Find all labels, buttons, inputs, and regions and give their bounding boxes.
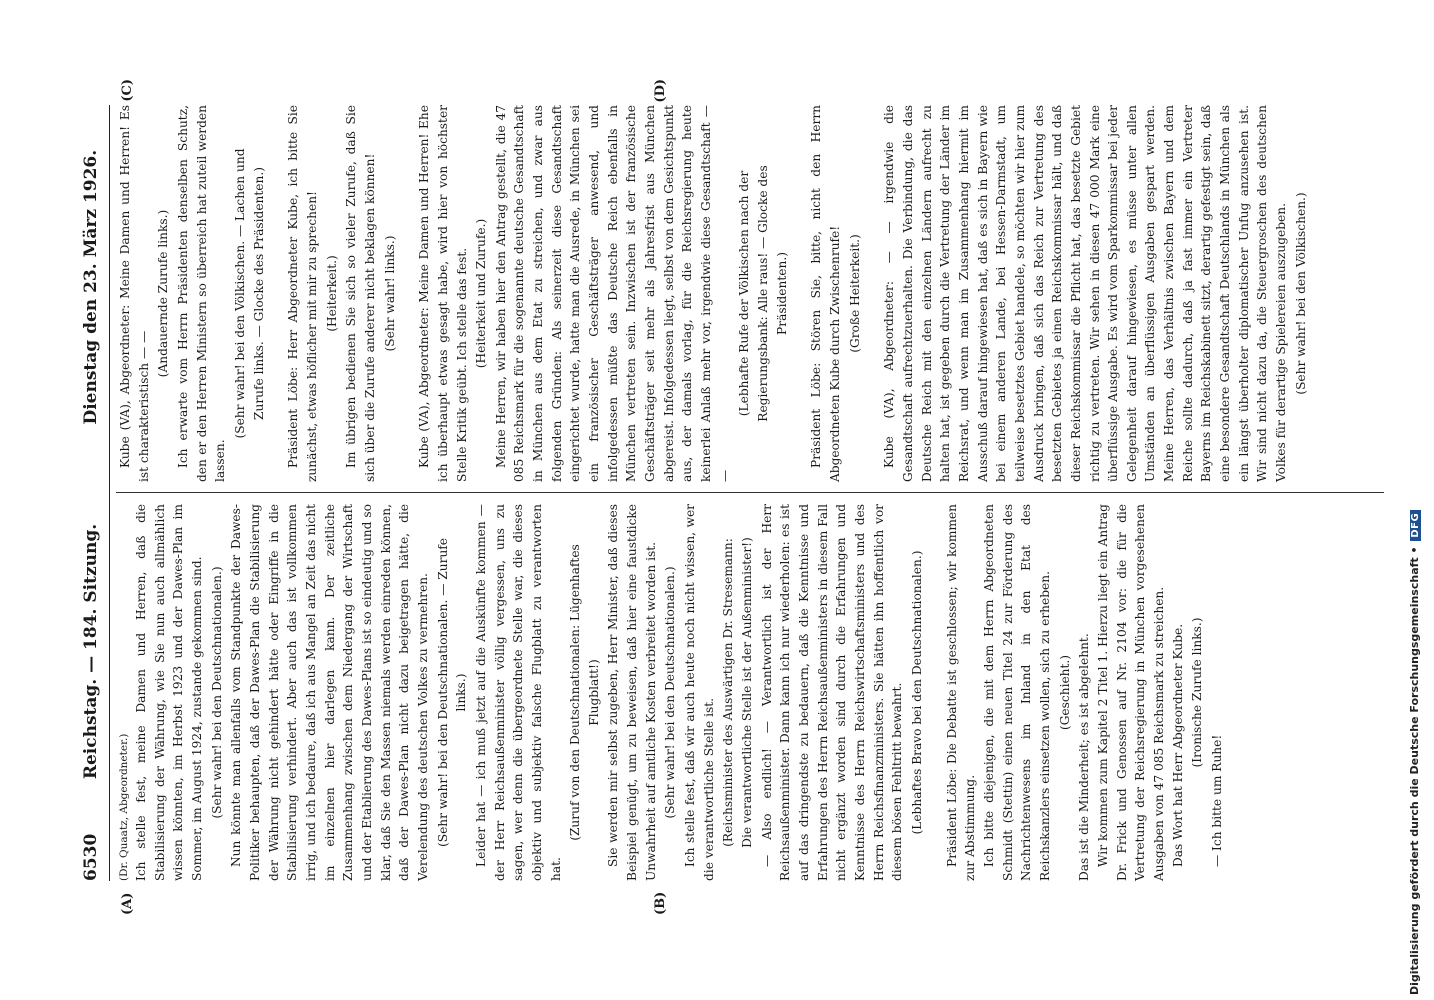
header-rule [109,105,110,881]
interjection: (Andauernde Zurufe links.) [156,209,171,378]
paragraph: Das Wort hat Herr Abgeordneter Kube. [1170,623,1185,867]
header-date: Dienstag den 23. März 1926. [81,149,101,425]
interjection: (Sehr wahr! bei den Deutschnationalen.) [663,566,678,819]
interjection: (Lebhafte Rufe der Völkischen nach der Regierungsbank: Alle raus! — Glocke des Präsidenten.) [737,165,789,422]
paragraph: Ich stelle fest, meine Damen und Herren, daß die Stabilisierung der Währung, wie Sie nun auch allmählich wissen könnten, im Herbst 1923 und der Dawes-Plan im Sommer, im August 1924, zustande gekommen sind. [134,504,205,881]
paragraph: Meine Herren, wir haben hier den Antrag gestellt, die 47 085 Reichsmark für die sogenannte deutsche Gesandtschaft in München aus dem Etat zu streichen, und zwar aus folgenden Gründen: Als seinerzeit diese Gesandtschaft eingerichtet wurde, hatte man die Ausrede, in München sei ein französischer Geschäftsträger anwesend, und infolgedessen müßte das Deutsche Reich ebenfalls in München vertreten sein. Inzwischen ist der französische Geschäftsträger seit mehr als Jahresfrist aus München abgereist. Infolgedessen liegt, selbst von dem Gesichtspunkt aus, der damals vorlag, für die Reichsregierung heute keinerlei Anlaß mehr vor, irgendwie diese Gesandtschaft — — [493,105,732,482]
paragraph: Nun könnte man allenfalls vom Standpunkte der Dawes-Politiker behaupten, daß der Dawes-Plan die Stabilisierung der Währung nicht gehindert hätte oder Eingriffe in die Stabilisierung verhindert. Aber auch das ist vollkommen irrig, und ich bedaure, daß ich aus Mangel an Zeit das nicht im einzelnen hier darlegen kann. Der zeitliche Zusammenhang zwischen dem Niedergang der Wirtschaft und der Etablierung des Dawes-Plans ist so eindeutig und so klar, daß Sie den Massen niemals werden einreden können, daß der Dawes-Plan nicht dazu beigetragen hätte, die Verelendung des deutschen Volkes zu vermehren. [229,504,430,881]
page-header [81,105,107,881]
interjection: (Reichsminister des Auswärtigen Dr. Stresemann: Die verantwortliche Stelle ist der Außenminister!) [721,537,755,848]
margin-mark-a: (A) [120,892,135,915]
margin-mark-c: (C) [120,79,135,102]
interjection: (Heiterkeit.) [324,255,339,332]
paragraph: Sie werden mir selbst zugeben, Herr Minister, daß dieses Beispiel genügt, um zu beweisen, daß hier eine faustdicke Unwahrheit auf amtliche Kosten verbreitet worden ist. [606,504,658,881]
paragraph: Präsident Löbe: Stören Sie, bitte, nicht den Herrn Abgeordneten Kube durch Zwischenrufe! [809,105,842,482]
header-session: Reichstag. — 184. Sitzung. [81,523,101,780]
paragraph: Kube (VA), Abgeordneter: — — irgendwie die Gesandtschaft aufrechtzuerhalten. Die Verbindung, die das Deutsche Reich mit den einzelnen Ländern aufrecht zu halten hat, ist gegeben durch die Vertretung der Länder im Reichsrat, und wenn man im Zusammenhang hiermit im Ausschuß darauf hingewiesen hat, daß es sich in Bayern wie bei einem anderen Lande, bei Hessen-Darmstadt, um teilweise besetztes Gebiet handele, so möchten wir hier zum Ausdruck bringen, daß sich das Reich zur Vertretung des besetzten Gebietes ja einen Reichskommissar hält, und daß dieser Reichskommissar die Pflicht hat, das besetzte Gebiet richtig zu vertreten. Wir sehen in diesen 47 000 Mark eine überflüssige Ausgabe. Es wird vom Sparkommissar bei jeder Gelegenheit darauf hingewiesen, es müsse unter allen Umständen an überflüssigen Ausgaben gespart werden. Meine Herren, das Verhältnis zwischen Bayern und dem Reiche sollte dadurch, daß ja fast immer ein Vertreter Bayerns im Reichskabinett sitzt, derartig gefestigt sein, daß eine besondere Gesandtschaft Deutschlands in München als ein längst überholter diplomatischer Unfug anzusehen ist. Wir sind nicht dazu da, die Steuergroschen des deutschen Volkes für derartige Spielereien auszugeben. [882,105,1289,482]
paragraph: — Also endlich! — Verantwortlich ist der Herr Reichsaußenminister. Dann kann ich nur wiederholen: es ist auf das dringendste zu bedauern, daß die Kenntnisse und Erfahrungen des Herrn Reichsaußenministers in diesem Fall nicht ergänzt worden sind durch die Erfahrungen und Kenntnisse des Herrn Reichswirtschaftsministers und des Herrn Reichsfinanzministers. Sie hätten ihn hoffentlich vor diesem bösen Fehltritt bewahrt. [759,504,905,881]
paragraph: Kube (VA), Abgeordneter: Meine Damen und Herren! Ehe ich überhaupt etwas gesagt habe, wird hier von höchster Stelle Kritik geübt. Ich stelle das fest. [417,105,469,482]
interjection: (Sehr wahr! bei den Deutschnationalen.) [209,566,224,819]
paragraph: Leider hat — ich muß jetzt auf die Auskünfte kommen — der Herr Reichsaußenminister völlig vergessen, uns zu sagen, wer denn die übergeordnete Stelle war, die dieses objektiv und subjektiv falsche Flugblatt zu verantworten hat. [473,504,563,881]
interjection: (Ironische Zurufe links.) [1190,617,1205,768]
text-columns [116,79,1384,915]
paragraph: Präsident Löbe: Die Debatte ist geschlossen; wir kommen zur Abstimmung. [944,504,978,881]
digitization-credit [1408,510,1421,995]
paragraph: Wir kommen zum Kapitel 2 Titel 1. Hierzu liegt ein Antrag Dr. Frick und Genossen auf Nr. 2104 vor: die für die Vertretung der Reichsregierung in München vorgesehenen Ausgaben von 47 085 Reichsmark zu streichen. [1095,504,1166,881]
rotated-document-page [75,79,1415,925]
interjection: (Sehr wahr! bei den Völkischen. — Lachen und Zurufe links. — Glocke des Präsidenten.) [232,148,266,439]
paragraph: Kube (VA), Abgeordneter: Meine Damen und Herren! Es ist charakteristisch — — [118,105,151,482]
paragraph: Das ist die Minderheit; es ist abgelehnt. [1077,633,1092,881]
paragraph: Ich bitte diejenigen, die mit dem Herrn Abgeordneten Schmidt (Stettin) einen neuen Titel 24 zur Förderung des Nachrichtenwesens im Inland in den Etat des Reichskanzlers einsetzen wollen, sich zu erheben. [981,504,1052,881]
interjection: (Sehr wahr! bei den Völkischen.) [1293,192,1308,395]
paragraph: Ich stelle fest, daß wir auch heute noch nicht wissen, wer die verantwortliche Stelle ist. [683,504,716,881]
interjection: (Sehr wahr! links.) [382,235,397,352]
paragraph: — Ich bitte um Ruhe! [1209,734,1224,867]
column-divider [116,492,1384,493]
margin-mark-b: (B) [653,891,668,915]
paragraph: Ich erwarte vom Herrn Präsidenten denselben Schutz, den er den Herren Ministern so überreich hat zuteil werden lassen. [175,105,228,482]
dfg-logo: DFG [1410,510,1421,541]
interjection: (Große Heiterkeit.) [847,234,862,353]
credit-text: Digitalisierung gefördert durch die Deutsche Forschungsgemeinschaft • [1408,546,1421,995]
paragraph: (Dr. Quaatz, Abgeordneter.) [118,733,130,881]
interjection: (Sehr wahr! bei den Deutschnationalen. — Zurufe links.) [435,537,469,848]
margin-mark-d: (D) [653,79,668,103]
interjection: (Geschieht.) [1057,654,1072,731]
interjection: (Lebhaftes Bravo bei den Deutschnationalen.) [909,550,924,835]
right-column [116,79,1384,482]
interjection: (Heiterkeit und Zurufe.) [474,218,489,369]
paragraph: Im übrigen bedienen Sie sich so vieler Zurufe, daß Sie sich über die Zurufe anderer nicht beklagen können! [344,105,377,482]
paragraph: Präsident Löbe: Herr Abgeordneter Kube, ich bitte Sie zunächst, etwas höflicher mit mir zu sprechen! [286,105,319,482]
page-number: 6530 [81,833,101,881]
left-column [116,504,1384,915]
interjection: (Zuruf von den Deutschnationalen: Lügenhaftes Flugblatt!) [568,544,601,841]
